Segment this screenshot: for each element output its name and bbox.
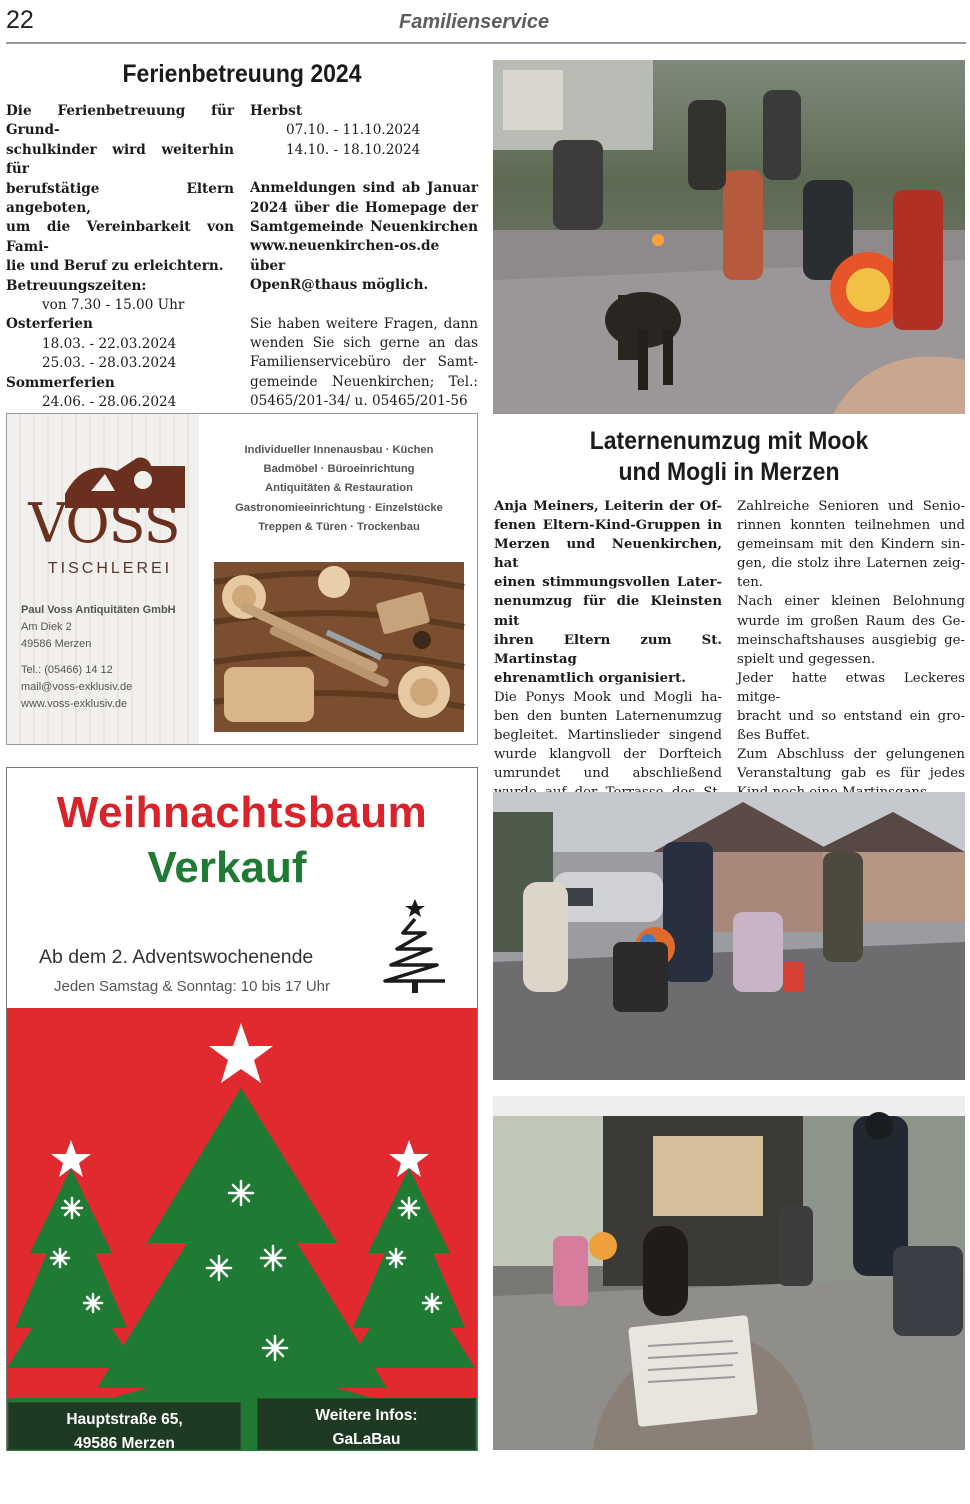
ferien-title: Ferienbetreuung 2024 — [122, 60, 362, 88]
ferien-intro-line: schulkinder wird weiterhin für — [6, 141, 234, 178]
laternen-lead-line: nenumzug für die Kleinsten mit — [494, 594, 722, 629]
voss-mail[interactable]: mail@voss-exklusiv.de — [21, 681, 133, 693]
laternen-body-line: gemeinsam mit den Kindern sin- — [737, 537, 965, 553]
voss-city: 49586 Merzen — [21, 638, 92, 650]
ferien-column-right — [250, 102, 478, 412]
laternen-body-line: rinnen konnten teilnehmen und — [737, 518, 965, 534]
laternen-body-line: umrundet und abschließend — [494, 766, 722, 782]
laternen-body-line: begleitet. Martinslieder singend — [494, 728, 722, 744]
sommerferien-label: Sommerferien — [6, 374, 115, 391]
laternen-body-line: Zahlreiche Senioren und Senio- — [737, 499, 965, 514]
laternen-body-line: spielt und gegessen. — [737, 651, 876, 667]
xmas-subtitle: Verkauf — [147, 843, 307, 892]
anmeldung-line: www.neuenkirchen-os.de über — [250, 238, 440, 274]
photo-terrace-singing — [493, 1096, 965, 1450]
photo-lantern-procession — [493, 792, 965, 1080]
laternen-lead-line: ihren Eltern zum St. Martinstag — [494, 632, 722, 667]
laternen-lead-line: einen stimmungsvollen Later- — [494, 575, 722, 591]
laternen-body-line: meinschaftshauses ausgiebig ge- — [737, 632, 965, 648]
laternen-body-line: ten. — [737, 575, 764, 591]
header-rule — [6, 42, 966, 44]
laternen-body-line: ben den bunten Laternenumzug — [494, 709, 722, 725]
voss-tischlerei-ad — [6, 413, 478, 745]
christmas-trees-illustration — [7, 1008, 477, 1451]
xmas-info-line: GaLaBau — [332, 1431, 401, 1448]
herbst-label: Herbst — [250, 103, 303, 119]
ferien-intro-line: um die Vereinbarkeit von Fami- — [6, 219, 234, 255]
osterferien-label: Osterferien — [6, 316, 93, 333]
ferien-intro-line: berufstätige Eltern angeboten, — [6, 180, 234, 217]
herbst-date: 14.10. - 18.10.2024 — [286, 141, 421, 158]
xmas-info-line: Tel. 0170/6317514 — [302, 1479, 431, 1496]
voss-logo-subtitle: TISCHLEREI — [47, 560, 173, 577]
laternen-column-right — [737, 497, 965, 803]
laternen-lead-line: fenen Eltern-Kind-Gruppen in — [494, 518, 722, 534]
photo-pony-lantern — [493, 60, 965, 414]
voss-logo-wordmark: VOSS — [28, 492, 180, 555]
betreuungszeiten-label: Betreuungszeiten: — [6, 277, 147, 294]
laternen-column-left — [494, 497, 722, 841]
laternen-body-line: Zum Abschluss der gelungenen — [737, 747, 965, 763]
osterferien-date: 18.03. - 22.03.2024 — [42, 335, 177, 352]
laternen-body-line: wurde klangvoll der Dorfteich — [494, 747, 722, 763]
fragen-line: gemeinde Neuenkirchen; Tel.: — [250, 373, 478, 390]
xmas-opening-hours: Jeden Samstag & Sonntag: 10 bis 17 Uhr — [54, 978, 331, 995]
voss-service: Gastronomieeinrichtung · Einzelstücke — [235, 502, 443, 514]
laternen-title-line: Laternenumzug mit Mook — [589, 427, 869, 455]
voss-service: Treppen & Türen · Trockenbau — [258, 521, 420, 533]
laternen-body-line: ßes Buffet. — [737, 728, 811, 744]
betreuungszeiten-value: von 7.30 - 15.00 Uhr — [42, 297, 185, 314]
laternen-body-line: Die Ponys Mook und Mogli ha- — [494, 689, 722, 705]
voss-tools-photo — [214, 562, 464, 732]
xmas-start-date: Ab dem 2. Adventswochenende — [39, 946, 314, 968]
xmas-info — [257, 1404, 476, 1500]
xmas-address-line: 49586 Merzen — [74, 1435, 175, 1452]
laternen-title — [513, 426, 945, 488]
xmas-address-line: in Plaggenschale — [61, 1483, 188, 1500]
laternen-body-line: gen, die stolz ihre Laternen zeig- — [737, 556, 965, 572]
voss-service: Badmöbel · Büroeinrichtung — [263, 463, 415, 475]
christmas-tree-outline-icon — [375, 893, 455, 998]
fragen-line: 05465/201-34/ u. 05465/201-56 — [250, 393, 468, 410]
xmas-info-line: Ludger Spinneker — [300, 1455, 433, 1472]
page-number: 22 — [6, 6, 34, 34]
xmas-red-panel — [7, 1008, 477, 1451]
laternen-body-line: Veranstaltung gab es für jedes — [737, 766, 965, 782]
fragen-line: Familienservicebüro der Samt- — [250, 354, 478, 371]
laternen-body-line: Jeder hatte etwas Leckeres mitge- — [737, 670, 965, 705]
anmeldung-line: Anmeldungen sind ab Januar — [250, 180, 478, 197]
anmeldung-line: OpenR@thaus möglich. — [250, 277, 429, 294]
anmeldung-line: 2024 über die Homepage der — [250, 199, 478, 216]
laternen-title-line: und Mogli in Merzen — [618, 458, 840, 486]
anmeldung-line: Samtgemeinde Neuenkirchen — [250, 219, 478, 236]
sommerferien-date: 24.06. - 28.06.2024 — [42, 394, 177, 411]
xmas-tree-sale-ad — [6, 767, 478, 1500]
voss-service: Individueller Innenausbau · Küchen — [244, 444, 434, 456]
voss-company: Paul Voss Antiquitäten GmbH — [21, 604, 176, 616]
xmas-title: Weihnachtsbaum — [56, 788, 428, 837]
herbst-date: 07.10. - 11.10.2024 — [286, 122, 421, 139]
osterferien-date: 25.03. - 28.03.2024 — [42, 355, 177, 372]
laternen-lead-line: Anja Meiners, Leiterin der Of- — [494, 499, 722, 514]
ferien-intro-line: Die Ferienbetreuung für Grund- — [6, 103, 234, 139]
laternen-lead-line: Merzen und Neuenkirchen, hat — [494, 537, 722, 572]
section-title: Familienservice — [399, 11, 550, 33]
laternen-lead-line: ehrenamtlich organisiert. — [494, 670, 686, 686]
voss-web[interactable]: www.voss-exklusiv.de — [21, 698, 128, 710]
voss-service: Antiquitäten & Restauration — [265, 482, 413, 494]
laternen-body-line: wurde im großen Raum des Ge- — [737, 613, 965, 629]
laternen-body-line: Nach einer kleinen Belohnung — [737, 594, 965, 610]
voss-phone: Tel.: (05466) 14 12 — [21, 664, 113, 676]
laternen-body-line: bracht und so entstand ein gro- — [737, 709, 965, 725]
xmas-address-line: Hauptstraße 65, — [66, 1411, 183, 1428]
fragen-line: Sie haben weitere Fragen, dann — [250, 315, 478, 332]
xmas-address-line: bei Wilke — [90, 1459, 159, 1476]
xmas-info-line: Weitere Infos: — [315, 1407, 418, 1424]
ferien-intro-line: lie und Beruf zu erleichtern. — [6, 258, 224, 275]
xmas-address — [8, 1408, 241, 1504]
voss-street: Am Diek 2 — [21, 621, 72, 633]
fragen-line: wenden Sie sich gerne an das — [250, 335, 478, 352]
